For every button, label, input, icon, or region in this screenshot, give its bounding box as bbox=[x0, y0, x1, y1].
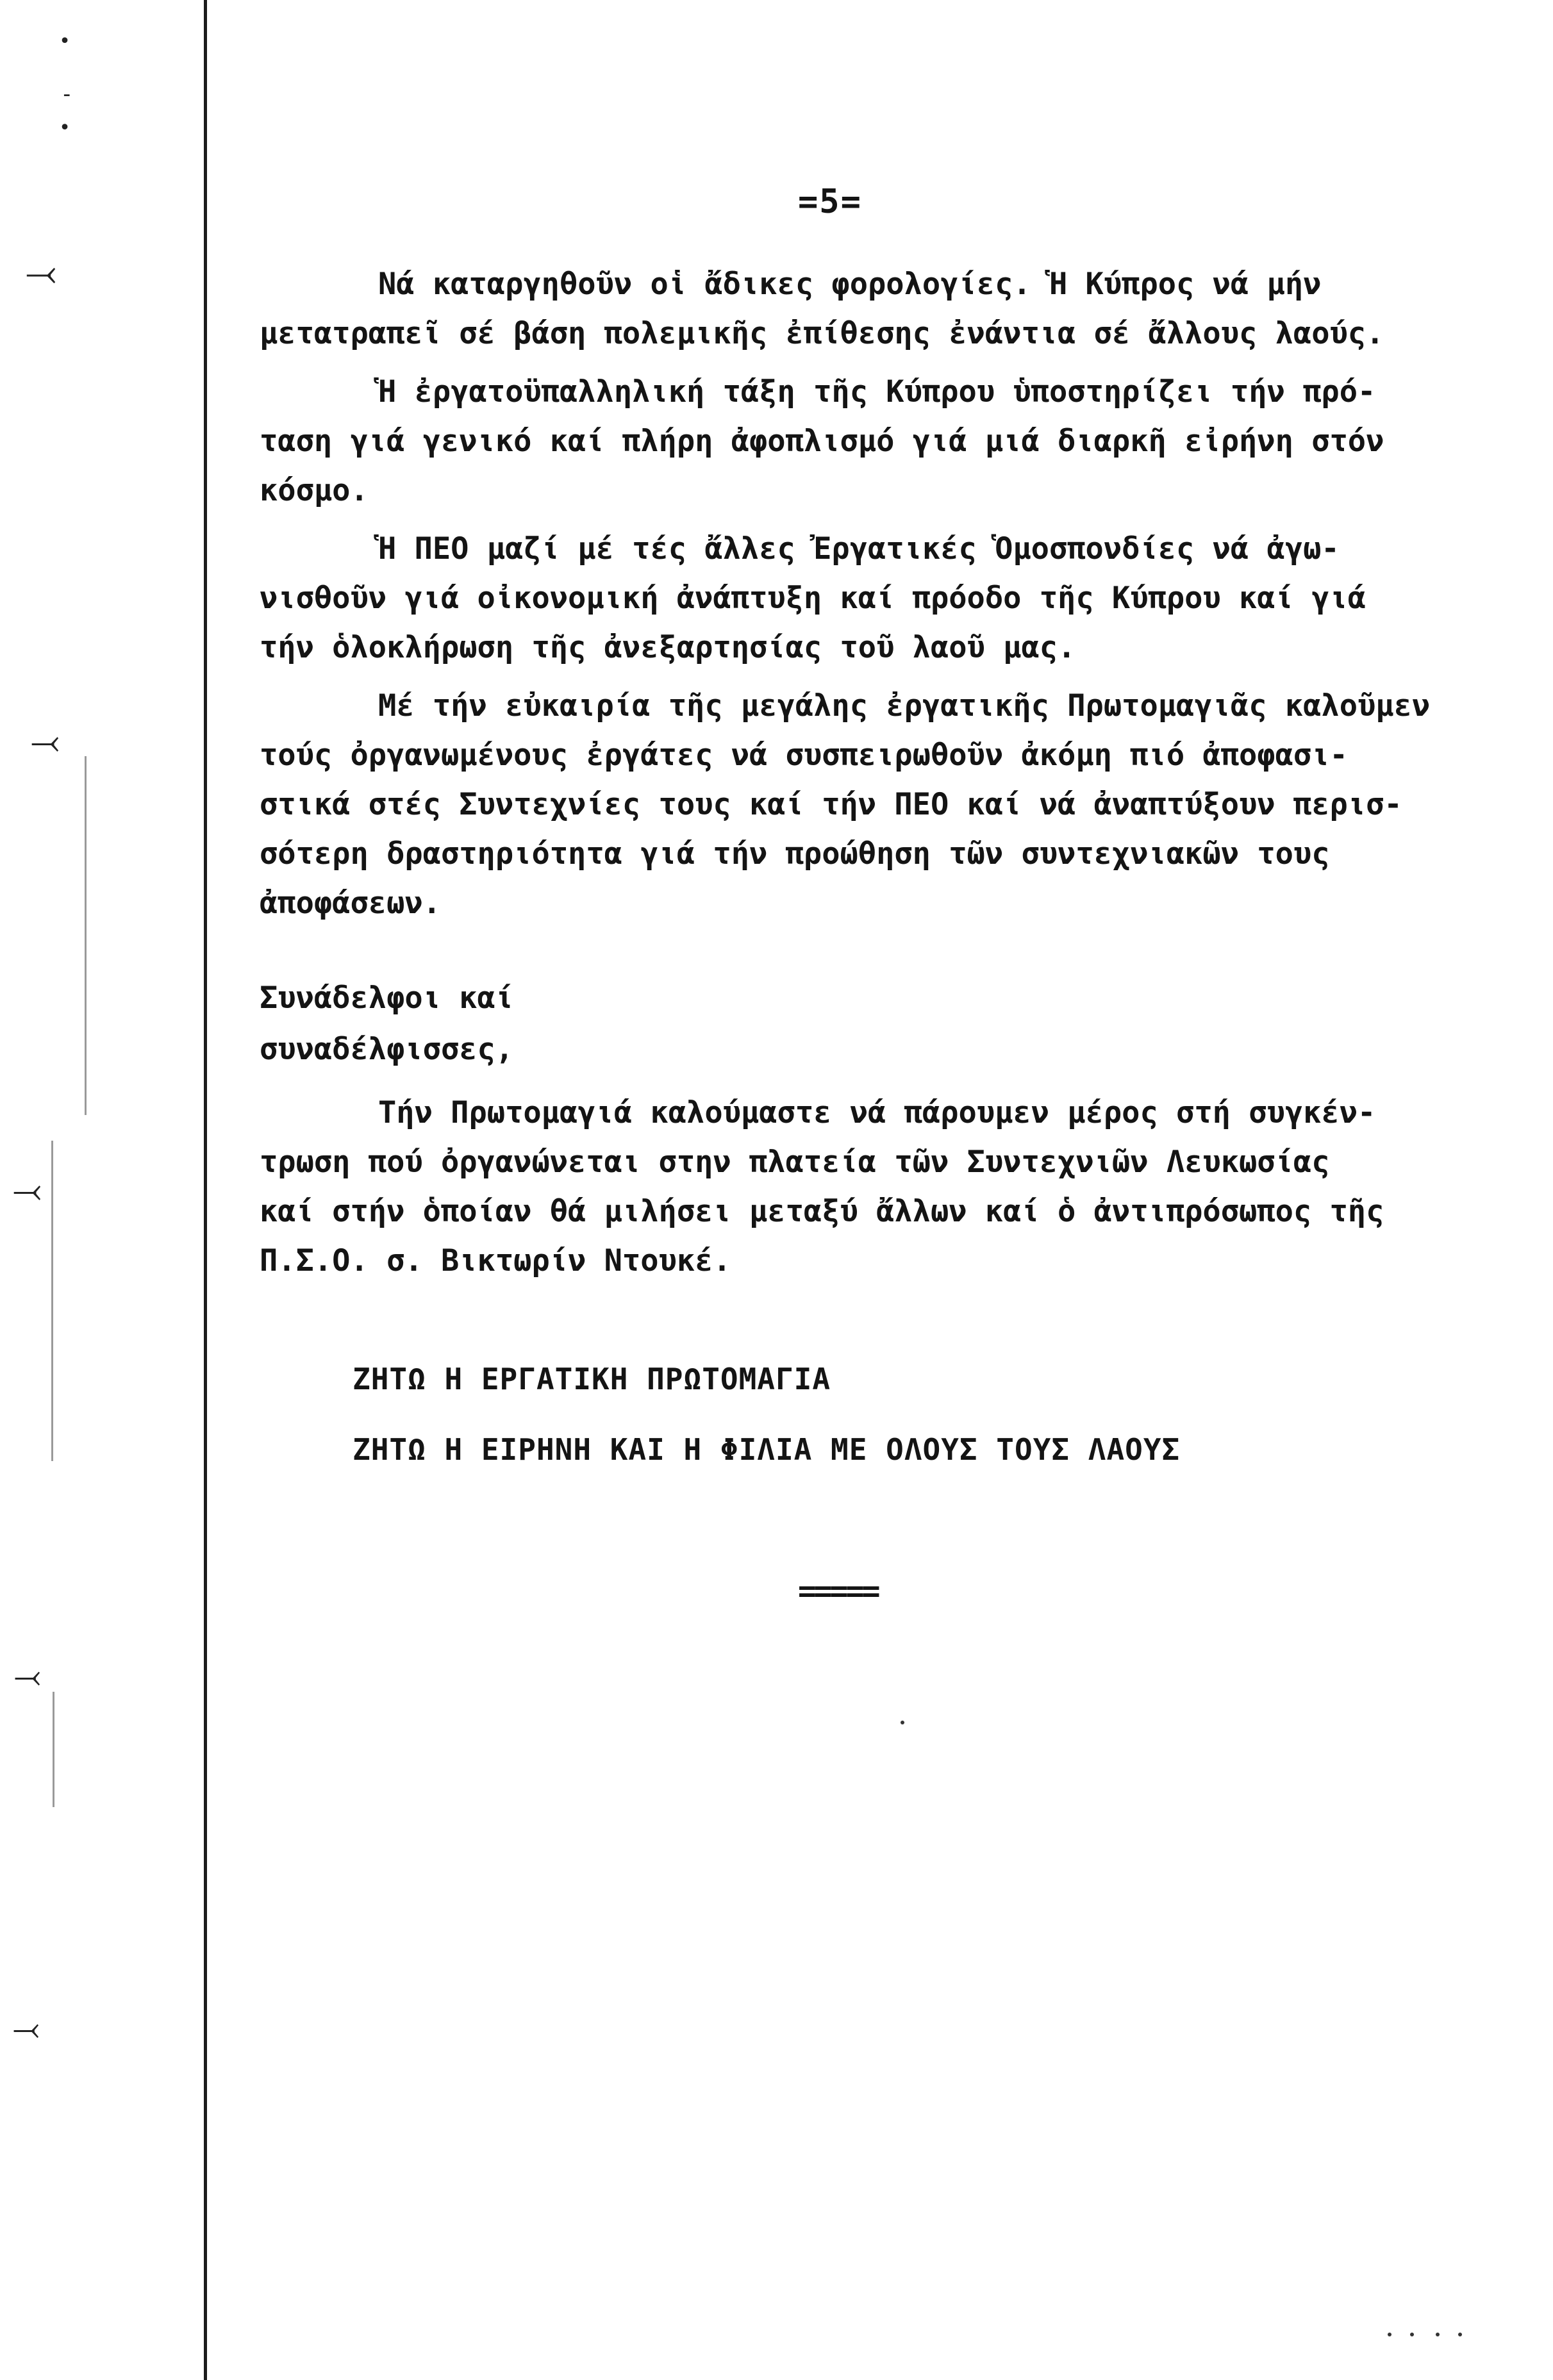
binding-edge-line bbox=[204, 0, 207, 2380]
text-line: Τήν Πρωτομαγιά καλούμαστε νά πάρουμεν μέρος στή συγκέν- bbox=[378, 1095, 1376, 1130]
closing-slogan-1: ΖΗΤΩ Η ΕΡΓΑΤΙΚΗ ΠΡΩΤΟΜΑΓΙΑ bbox=[353, 1362, 831, 1396]
text-line: ταση γιά γενικό καί πλήρη ἀφοπλισμό γιά μιά διαρκῆ εἰρήνη στόν bbox=[260, 424, 1384, 459]
scan-speck bbox=[1458, 2333, 1462, 2336]
text-line: τήν ὁλοκλήρωση τῆς ἀνεξαρτησίας τοῦ λαοῦ μας. bbox=[260, 630, 1076, 665]
scan-speck bbox=[1436, 2333, 1440, 2336]
text-line: Μέ τήν εὐκαιρία τῆς μεγάλης ἐργατικῆς Πρωτομαγιᾶς καλοῦμεν bbox=[378, 688, 1431, 723]
page-number: =5= bbox=[798, 183, 862, 221]
margin-dot-mark-2: • bbox=[59, 117, 71, 139]
paragraph-4 bbox=[260, 681, 1519, 928]
margin-binding-mark-4: ⤙ bbox=[14, 1657, 41, 1696]
salutation bbox=[260, 973, 1519, 1075]
margin-vertical-line-2 bbox=[51, 1141, 53, 1461]
text-line: Π.Σ.Ο. σ. Βικτωρίν Ντουκέ. bbox=[260, 1243, 731, 1278]
text-line: στικά στές Συντεχνίες τους καί τήν ΠΕΟ καί νά ἀναπτύξουν περισ- bbox=[260, 787, 1402, 822]
text-line: τρωση πού ὀργανώνεται στην πλατεία τῶν Συντεχνιῶν Λευκωσίας bbox=[260, 1145, 1330, 1180]
final-paragraph bbox=[260, 1088, 1519, 1285]
text-line: σότερη δραστηριότητα γιά τήν προώθηση τῶν συντεχνιακῶν τους bbox=[260, 836, 1330, 872]
margin-binding-mark-5: ⤙ bbox=[13, 2010, 40, 2048]
text-line: Ἡ ἐργατοϋπαλληλική τάξη τῆς Κύπρου ὑποστηρίζει τήν πρό- bbox=[378, 374, 1376, 409]
paragraph-1 bbox=[260, 260, 1519, 358]
margin-binding-mark-2: ⤙ bbox=[31, 721, 60, 763]
text-line: Νά καταργηθοῦν οἱ ἄδικες φορολογίες. Ἡ Κύπρος νά μήν bbox=[378, 267, 1322, 302]
salutation-line-1: Συνάδελφοι καί bbox=[260, 980, 514, 1016]
closing-slogan-2: ΖΗΤΩ Η ΕΙΡΗΝΗ ΚΑΙ Η ΦΙΛΙΑ ΜΕ ΟΛΟΥΣ ΤΟΥΣ ΛΑΟΥΣ bbox=[353, 1432, 1181, 1467]
margin-dot-mark: • bbox=[59, 30, 71, 53]
end-mark: ===== bbox=[798, 1573, 878, 1609]
paragraph-3 bbox=[260, 524, 1519, 672]
scan-speck bbox=[901, 1721, 904, 1724]
text-line: κόσμο. bbox=[260, 473, 369, 508]
paragraph-2 bbox=[260, 367, 1519, 515]
margin-dash-mark: - bbox=[60, 81, 74, 107]
salutation-line-2: συναδέλφισσες, bbox=[260, 1032, 514, 1067]
margin-binding-mark-1: ⤙ bbox=[26, 250, 56, 295]
margin-binding-mark-3: ⤙ bbox=[13, 1169, 42, 1211]
text-line: καί στήν ὁποίαν θά μιλήσει μεταξύ ἄλλων καί ὁ ἀντιπρόσωπος τῆς bbox=[260, 1194, 1384, 1229]
text-line: τούς ὀργανωμένους ἐργάτες νά συσπειρωθοῦν ἀκόμη πιό ἀποφασι- bbox=[260, 738, 1348, 773]
margin-vertical-line bbox=[85, 756, 87, 1115]
scan-speck bbox=[1410, 2333, 1414, 2336]
text-line: νισθοῦν γιά οἰκονομική ἀνάπτυξη καί πρόοδο τῆς Κύπρου καί γιά bbox=[260, 581, 1366, 616]
letter-body bbox=[260, 260, 1519, 1294]
text-line: μετατραπεῖ σέ βάση πολεμικῆς ἐπίθεσης ἐνάντια σέ ἄλλους λαούς. bbox=[260, 316, 1384, 351]
text-line: ἀποφάσεων. bbox=[260, 886, 441, 921]
text-line: Ἡ ΠΕΟ μαζί μέ τές ἄλλες Ἐργατικές Ὁμοσπονδίες νά ἀγω- bbox=[378, 531, 1340, 566]
scan-speck bbox=[1388, 2333, 1391, 2336]
margin-vertical-line-3 bbox=[53, 1692, 54, 1807]
